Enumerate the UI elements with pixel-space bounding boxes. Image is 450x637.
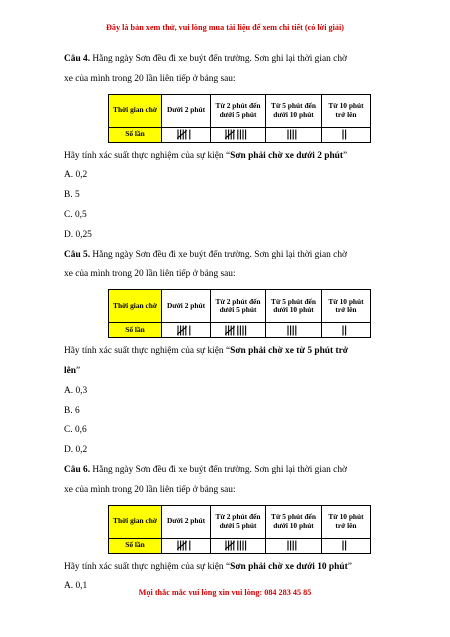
prompt-quote: ”	[347, 561, 352, 572]
table-header-cell: Từ 5 phút đến dưới 10 phút	[266, 290, 322, 323]
table-row-label: Số lần	[109, 323, 162, 338]
table-header-cell: Thời gian chờ	[109, 94, 162, 127]
document-body	[64, 50, 414, 597]
tally-cell	[211, 538, 266, 553]
tally-svg	[225, 129, 252, 140]
option: A. 0,2	[64, 170, 88, 181]
tally-svg	[287, 325, 299, 336]
question-text: Hằng ngày Sơn đều đi xe buýt đến trường. Sơn ghi lại thời gian chờ	[92, 54, 347, 64]
tally-svg	[177, 129, 196, 140]
contact-banner: Mọi thắc mắc vui lòng xin vui lòng: 084 283 45 85	[138, 588, 312, 597]
option: B. 5	[64, 190, 80, 201]
tally-cell	[266, 323, 322, 338]
table-header-cell: Từ 10 phút trở lên	[322, 505, 371, 538]
tally-marks	[177, 325, 196, 336]
tally-cell	[322, 538, 371, 553]
option: D. 0,25	[64, 229, 92, 240]
option: A. 0,3	[64, 385, 88, 396]
question-6-prompt	[64, 558, 414, 578]
prompt-event: Sơn phải chờ xe dưới 2 phút	[230, 150, 344, 161]
prompt-text: Hãy tính xác suất thực nghiệm của sự kiện “	[64, 150, 231, 161]
tally-cell	[211, 323, 266, 338]
wait-time-table	[108, 505, 371, 554]
prompt-event: Sơn phải chờ xe dưới 10 phút	[230, 561, 348, 572]
option: B. 6	[64, 405, 80, 416]
question-5-stem-line1	[64, 246, 414, 266]
tally-cell	[266, 538, 322, 553]
table-row-label: Số lần	[109, 127, 162, 142]
prompt-event-cont: lên	[64, 365, 76, 376]
tally-marks	[342, 325, 349, 336]
tally-cell	[162, 538, 211, 553]
tally-marks	[177, 540, 196, 551]
wait-time-table	[108, 289, 371, 338]
table-header-cell: Dưới 2 phút	[162, 94, 211, 127]
tally-marks	[342, 540, 349, 551]
tally-svg	[287, 129, 299, 140]
tally-svg	[225, 325, 252, 336]
table-header-cell: Từ 2 phút đến dưới 5 phút	[211, 94, 266, 127]
tally-marks	[287, 540, 299, 551]
question-5-prompt-cont	[64, 362, 414, 382]
tally-cell	[322, 127, 371, 142]
tally-marks	[287, 129, 299, 140]
question-text: Hằng ngày Sơn đều đi xe buýt đến trường. Sơn ghi lại thời gian chờ	[92, 249, 347, 260]
question-5-prompt	[64, 342, 414, 362]
question-text: Hằng ngày Sơn đều đi xe buýt đến trường. Sơn ghi lại thời gian chờ	[92, 464, 347, 475]
question-6-stem-line2: xe của mình trong 20 lần liên tiếp ở bảng sau:	[64, 484, 236, 495]
table-header-cell: Từ 2 phút đến dưới 5 phút	[211, 505, 266, 538]
tally-cell	[322, 323, 371, 338]
table-header-cell: Dưới 2 phút	[162, 505, 211, 538]
prompt-event: Sơn phải chờ xe từ 5 phút trở	[230, 346, 348, 357]
tally-svg	[287, 540, 299, 551]
tally-marks	[177, 129, 196, 140]
table-header-cell: Từ 2 phút đến dưới 5 phút	[211, 290, 266, 323]
prompt-quote: ”	[75, 365, 81, 376]
question-number: Câu 5.	[64, 249, 91, 260]
tally-svg	[342, 325, 349, 336]
tally-cell	[211, 127, 266, 142]
tally-svg	[177, 540, 196, 551]
tally-cell	[266, 127, 322, 142]
table-header-cell: Từ 10 phút trở lên	[322, 290, 371, 323]
table-header-cell: Từ 5 phút đến dưới 10 phút	[266, 94, 322, 127]
tally-marks	[225, 129, 252, 140]
tally-marks	[225, 540, 252, 551]
tally-marks	[287, 325, 299, 336]
table-header-cell: Từ 10 phút trở lên	[322, 94, 371, 127]
tally-svg	[342, 129, 349, 140]
question-6-stem-line1	[64, 461, 414, 481]
tally-marks	[225, 325, 252, 336]
question-4-stem-line2: xe của mình trong 20 lần liên tiếp ở bảng sau:	[64, 73, 236, 84]
tally-cell	[162, 323, 211, 338]
preview-banner: Đây là bản xem thử, vui lòng mua tài liệu để xem chi tiết (có lời giải)	[105, 23, 344, 32]
prompt-text: Hãy tính xác suất thực nghiệm của sự kiện “	[64, 346, 231, 357]
tally-svg	[342, 540, 349, 551]
option: C. 0,5	[64, 209, 87, 220]
question-4-stem-line1	[64, 50, 414, 70]
table-row-label: Số lần	[109, 538, 162, 553]
table-header-cell: Dưới 2 phút	[162, 290, 211, 323]
question-number: Câu 6.	[64, 464, 91, 475]
table-header-cell: Thời gian chờ	[109, 290, 162, 323]
table-header-cell: Thời gian chờ	[109, 505, 162, 538]
prompt-text: Hãy tính xác suất thực nghiệm của sự kiện “	[64, 561, 231, 572]
question-number: Câu 4.	[64, 54, 91, 64]
question-4-prompt	[64, 147, 414, 167]
question-5-stem-line2: xe của mình trong 20 lần liên tiếp ở bảng sau:	[64, 269, 236, 280]
tally-cell	[162, 127, 211, 142]
prompt-quote: ”	[343, 150, 348, 161]
option: A. 0,1	[64, 581, 88, 592]
tally-marks	[342, 129, 349, 140]
wait-time-table	[108, 94, 371, 143]
option: C. 0,6	[64, 425, 87, 436]
option: D. 0,2	[64, 445, 88, 456]
tally-svg	[177, 325, 196, 336]
tally-svg	[225, 540, 252, 551]
table-header-cell: Từ 5 phút đến dưới 10 phút	[266, 505, 322, 538]
